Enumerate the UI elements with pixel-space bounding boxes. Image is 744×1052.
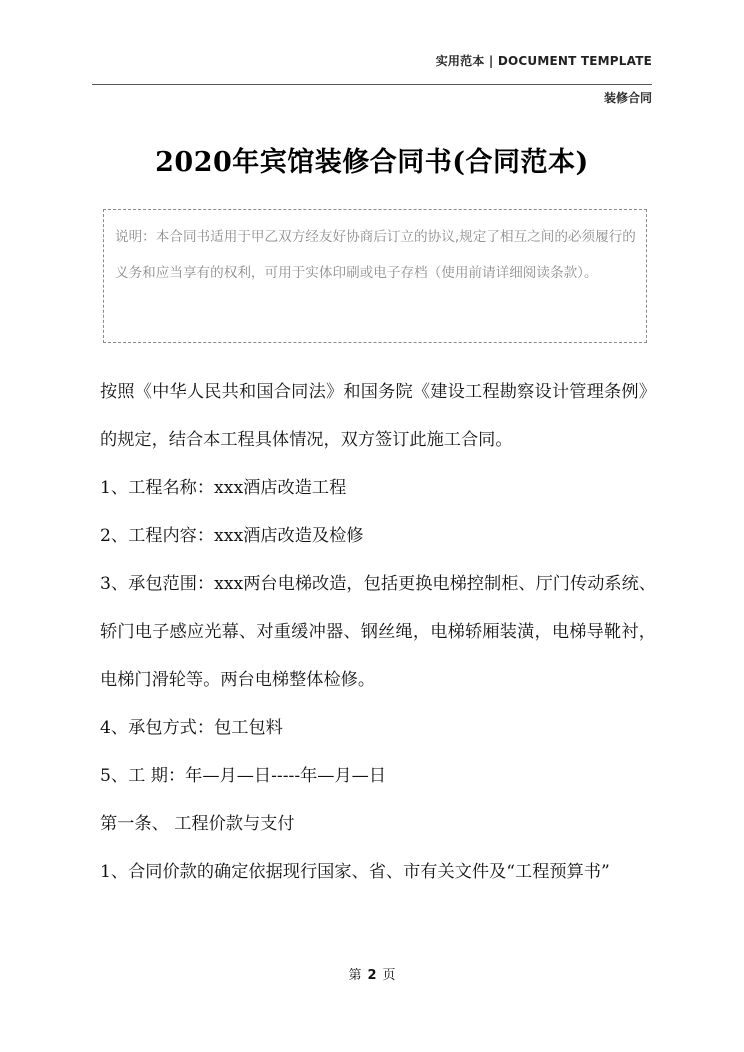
paragraph-price-basis: 1、合同价款的确定依据现行国家、省、市有关文件及“工程预算书”	[100, 862, 610, 882]
document-title: 2020年宾馆装修合同书(合同范本)	[155, 147, 589, 178]
paragraph-contract-scope: 3、承包范围：xxx两台电梯改造，包括更换电梯控制柜、厅门传动系统、轿门电子感应光幕、对重缓冲器、钢丝绳，电梯轿厢装潢，电梯导靴衬，电梯门滑轮等。两台电梯整体检修。	[100, 574, 656, 690]
page-number: 2	[367, 968, 377, 983]
header-category: 装修合同	[603, 91, 652, 105]
footer-suffix: 页	[382, 968, 396, 983]
paragraph-project-content: 2、工程内容：xxx酒店改造及检修	[100, 526, 364, 546]
paragraph-duration: 5、工 期：年—月—日-----年—月—日	[100, 766, 387, 786]
document-body	[100, 368, 656, 896]
paragraph-project-name: 1、工程名称：xxx酒店改造工程	[100, 478, 347, 498]
paragraph-intro: 按照《中华人民共和国合同法》和国务院《建设工程勘察设计管理条例》的规定，结合本工程具体情况，双方签订此施工合同。	[100, 382, 656, 450]
footer-prefix: 第	[348, 968, 362, 983]
notice-box: 说明：本合同书适用于甲乙双方经友好协商后订立的协议,规定了相互之间的必须履行的义务和应当享有的权利，可用于实体印刷或电子存档（使用前请详细阅读条款）。	[103, 209, 647, 343]
header-brand: 实用范本 | DOCUMENT TEMPLATE	[435, 54, 652, 68]
section-heading: 第一条、 工程价款与支付	[100, 814, 295, 834]
page-footer	[0, 964, 744, 983]
paragraph-contract-method: 4、承包方式：包工包料	[100, 718, 283, 738]
header-divider	[92, 84, 652, 85]
